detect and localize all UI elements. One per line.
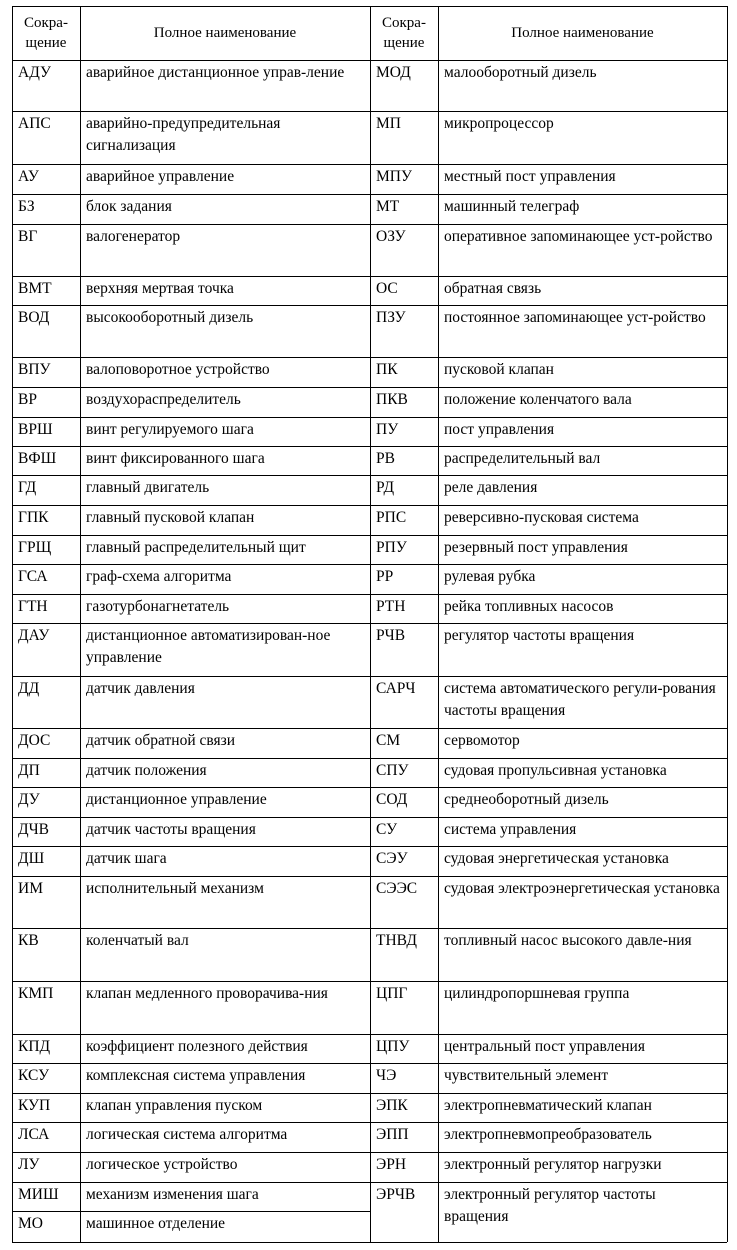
right-abbr-cell: МПУ xyxy=(376,168,412,185)
left-full-name-cell: дистанционное управление xyxy=(86,791,267,808)
right-abbr-cell: СЭЭС xyxy=(376,880,418,897)
right-abbr-cell: РД xyxy=(376,479,395,496)
right-abbr-cell: ЭРН xyxy=(376,1156,407,1173)
left-abbr-cell: КУП xyxy=(18,1097,51,1114)
right-full-name-cell: малооборотный дизель xyxy=(444,64,597,81)
left-full-name-cell: аварийное дистанционное управ-ление xyxy=(86,64,345,81)
left-abbr-cell: МО xyxy=(18,1215,43,1232)
left-full-name-cell: воздухораспределитель xyxy=(86,391,241,408)
header-abbr-right xyxy=(370,6,438,60)
left-full-name-cell: механизм изменения шага xyxy=(86,1186,259,1203)
left-abbr-cell: КПД xyxy=(18,1038,51,1055)
left-abbr-cell: БЗ xyxy=(18,198,35,215)
left-abbr-cell: ДАУ xyxy=(18,627,50,644)
left-abbr-cell: ВФШ xyxy=(18,450,57,467)
right-abbr-cell: ПУ xyxy=(376,421,399,438)
left-full-name-cell: дистанционное автоматизирован-ное управление xyxy=(86,627,331,666)
right-full-name-cell: местный пост управления xyxy=(444,168,616,185)
left-abbr-cell: ЛУ xyxy=(18,1156,40,1173)
left-abbr-cell: ЛСА xyxy=(18,1126,50,1143)
header-full-right xyxy=(438,6,727,60)
left-full-name-cell: клапан управления пуском xyxy=(86,1097,263,1114)
header-full-right-label: Полное наименование xyxy=(511,25,654,41)
header-full-left xyxy=(80,6,370,60)
right-full-name-cell: резервный пост управления xyxy=(444,539,628,556)
left-abbr-cell: ВРШ xyxy=(18,421,53,438)
right-full-name-cell: цилиндропоршневая группа xyxy=(444,985,630,1002)
left-full-name-cell: исполнительный механизм xyxy=(86,880,264,897)
left-full-name-cell: главный распределительный щит xyxy=(86,539,306,556)
left-abbr-cell: КМП xyxy=(18,985,54,1002)
left-full-name-cell: аварийно-предупредительная сигнализация xyxy=(86,115,281,154)
right-full-name-cell: положение коленчатого вала xyxy=(444,391,632,408)
right-abbr-cell: СПУ xyxy=(376,762,409,779)
left-full-name-cell: логическое устройство xyxy=(86,1156,238,1173)
header-full-left-label: Полное наименование xyxy=(153,25,297,41)
left-abbr-cell: ВГ xyxy=(18,228,38,245)
left-full-name-cell: коленчатый вал xyxy=(86,932,189,949)
right-abbr-cell: САРЧ xyxy=(376,680,416,697)
right-full-name-cell: судовая пропульсивная установка xyxy=(444,762,667,779)
left-abbr-cell: АПС xyxy=(18,115,51,132)
left-full-name-cell: винт фиксированного шага xyxy=(86,450,265,467)
right-abbr-cell: РР xyxy=(376,568,394,585)
left-abbr-cell: ГСА xyxy=(18,568,48,585)
right-full-name-cell: электропневматический клапан xyxy=(444,1097,652,1114)
right-abbr-cell: ЦПУ xyxy=(376,1038,410,1055)
right-abbr-cell: СОД xyxy=(376,791,408,808)
left-abbr-cell: ИМ xyxy=(18,880,43,897)
right-abbr-cell: МОД xyxy=(376,64,411,81)
header-abbr-left-label: Сокра-щение xyxy=(24,15,68,51)
left-abbr-cell: ДОС xyxy=(18,732,51,749)
right-full-name-cell: топливный насос высокого давле-ния xyxy=(444,932,692,949)
right-full-name-cell: постоянное запоминающее уст-ройство xyxy=(444,309,706,326)
right-full-name-cell: распределительный вал xyxy=(444,450,601,467)
right-abbr-cell: ОЗУ xyxy=(376,228,406,245)
left-full-name-cell: граф-схема алгоритма xyxy=(86,568,232,585)
left-full-name-cell: аварийное управление xyxy=(86,168,235,185)
right-abbr-cell: ЭРЧВ xyxy=(376,1186,416,1203)
left-abbr-cell: ДЧВ xyxy=(18,821,49,838)
right-full-name-cell: электронный регулятор нагрузки xyxy=(444,1156,662,1173)
left-abbr-cell: МИШ xyxy=(18,1186,59,1203)
left-full-name-cell: главный двигатель xyxy=(86,479,210,496)
left-full-name-cell: блок задания xyxy=(86,198,172,215)
left-abbr-cell: ГПК xyxy=(18,509,49,526)
left-full-name-cell: машинное отделение xyxy=(86,1215,226,1232)
right-abbr-cell: МТ xyxy=(376,198,400,215)
left-abbr-cell: ГД xyxy=(18,479,37,496)
right-full-name-cell: судовая электроэнергетическая установка xyxy=(444,880,720,897)
left-full-name-cell: комплексная система управления xyxy=(86,1067,306,1084)
left-abbr-cell: ДП xyxy=(18,762,40,779)
left-full-name-cell: газотурбонагнетатель xyxy=(86,598,230,615)
left-abbr-cell: ДШ xyxy=(18,850,45,867)
left-full-name-cell: винт регулируемого шага xyxy=(86,421,254,438)
left-full-name-cell: датчик шага xyxy=(86,850,167,867)
right-abbr-cell: ТНВД xyxy=(376,932,417,949)
left-full-name-cell: датчик частоты вращения xyxy=(86,821,256,838)
left-full-name-cell: коэффициент полезного действия xyxy=(86,1038,308,1055)
right-abbr-cell: РВ xyxy=(376,450,395,467)
right-full-name-cell: электронный регулятор частоты вращения xyxy=(444,1186,656,1225)
right-full-name-cell: рулевая рубка xyxy=(444,568,536,585)
right-full-name-cell: пусковой клапан xyxy=(444,361,554,378)
right-abbr-cell: ПЗУ xyxy=(376,309,406,326)
right-full-name-cell: оперативное запоминающее уст-ройство xyxy=(444,228,713,245)
left-full-name-cell: клапан медленного проворачива-ния xyxy=(86,985,328,1002)
left-full-name-cell: высокооборотный дизель xyxy=(86,309,254,326)
right-full-name-cell: центральный пост управления xyxy=(444,1038,645,1055)
left-full-name-cell: датчик давления xyxy=(86,680,195,697)
left-full-name-cell: логическая система алгоритма xyxy=(86,1126,288,1143)
right-abbr-cell: ЦПГ xyxy=(376,985,408,1002)
right-abbr-cell: МП xyxy=(376,115,401,132)
right-full-name-cell: микропроцессор xyxy=(444,115,554,132)
right-full-name-cell: чувствительный элемент xyxy=(444,1067,609,1084)
right-abbr-cell: РПС xyxy=(376,509,407,526)
right-full-name-cell: электропневмопреобразователь xyxy=(444,1126,652,1143)
right-full-name-cell: рейка топливных насосов xyxy=(444,598,614,615)
right-abbr-cell: СМ xyxy=(376,732,401,749)
right-full-name-cell: обратная связь xyxy=(444,280,542,297)
right-abbr-cell: ЭПП xyxy=(376,1126,409,1143)
header-abbr-right-label: Сокра-щение xyxy=(382,15,426,51)
left-full-name-cell: датчик обратной связи xyxy=(86,732,236,749)
right-abbr-cell: РЧВ xyxy=(376,627,406,644)
left-abbr-cell: ВОД xyxy=(18,309,50,326)
right-abbr-cell: ПКВ xyxy=(376,391,408,408)
right-full-name-cell: пост управления xyxy=(444,421,555,438)
right-abbr-cell: РТН xyxy=(376,598,406,615)
left-full-name-cell: валоповоротное устройство xyxy=(86,361,270,378)
left-abbr-cell: ВПУ xyxy=(18,361,51,378)
right-full-name-cell: судовая энергетическая установка xyxy=(444,850,669,867)
left-abbr-cell: КСУ xyxy=(18,1067,50,1084)
left-abbr-cell: ГТН xyxy=(18,598,48,615)
left-abbr-cell: ВМТ xyxy=(18,280,52,297)
right-abbr-cell: СУ xyxy=(376,821,398,838)
right-full-name-cell: регулятор частоты вращения xyxy=(444,627,635,644)
left-abbr-cell: ДД xyxy=(18,680,40,697)
left-abbr-cell: АДУ xyxy=(18,64,51,81)
right-abbr-cell: ОС xyxy=(376,280,398,297)
right-full-name-cell: реверсивно-пусковая система xyxy=(444,509,639,526)
right-full-name-cell: система автоматического регули-рования частоты вращения xyxy=(444,680,716,719)
right-full-name-cell: среднеоборотный дизель xyxy=(444,791,609,808)
left-abbr-cell: ВР xyxy=(18,391,37,408)
left-full-name-cell: валогенератор xyxy=(86,228,181,245)
left-full-name-cell: верхняя мертвая точка xyxy=(86,280,234,297)
left-abbr-cell: АУ xyxy=(18,168,39,185)
right-abbr-cell: СЭУ xyxy=(376,850,408,867)
right-abbr-cell: ПК xyxy=(376,361,398,378)
right-abbr-cell: ЧЭ xyxy=(376,1067,397,1084)
left-abbr-cell: КВ xyxy=(18,932,39,949)
header-abbr-left xyxy=(12,6,80,60)
right-full-name-cell: сервомотор xyxy=(444,732,520,749)
right-full-name-cell: система управления xyxy=(444,821,577,838)
right-full-name-cell: реле давления xyxy=(444,479,538,496)
left-full-name-cell: датчик положения xyxy=(86,762,207,779)
right-abbr-cell: ЭПК xyxy=(376,1097,408,1114)
right-full-name-cell: машинный телеграф xyxy=(444,198,580,215)
left-abbr-cell: ДУ xyxy=(18,791,40,808)
left-abbr-cell: ГРЩ xyxy=(18,539,52,556)
right-abbr-cell: РПУ xyxy=(376,539,407,556)
left-full-name-cell: главный пусковой клапан xyxy=(86,509,255,526)
